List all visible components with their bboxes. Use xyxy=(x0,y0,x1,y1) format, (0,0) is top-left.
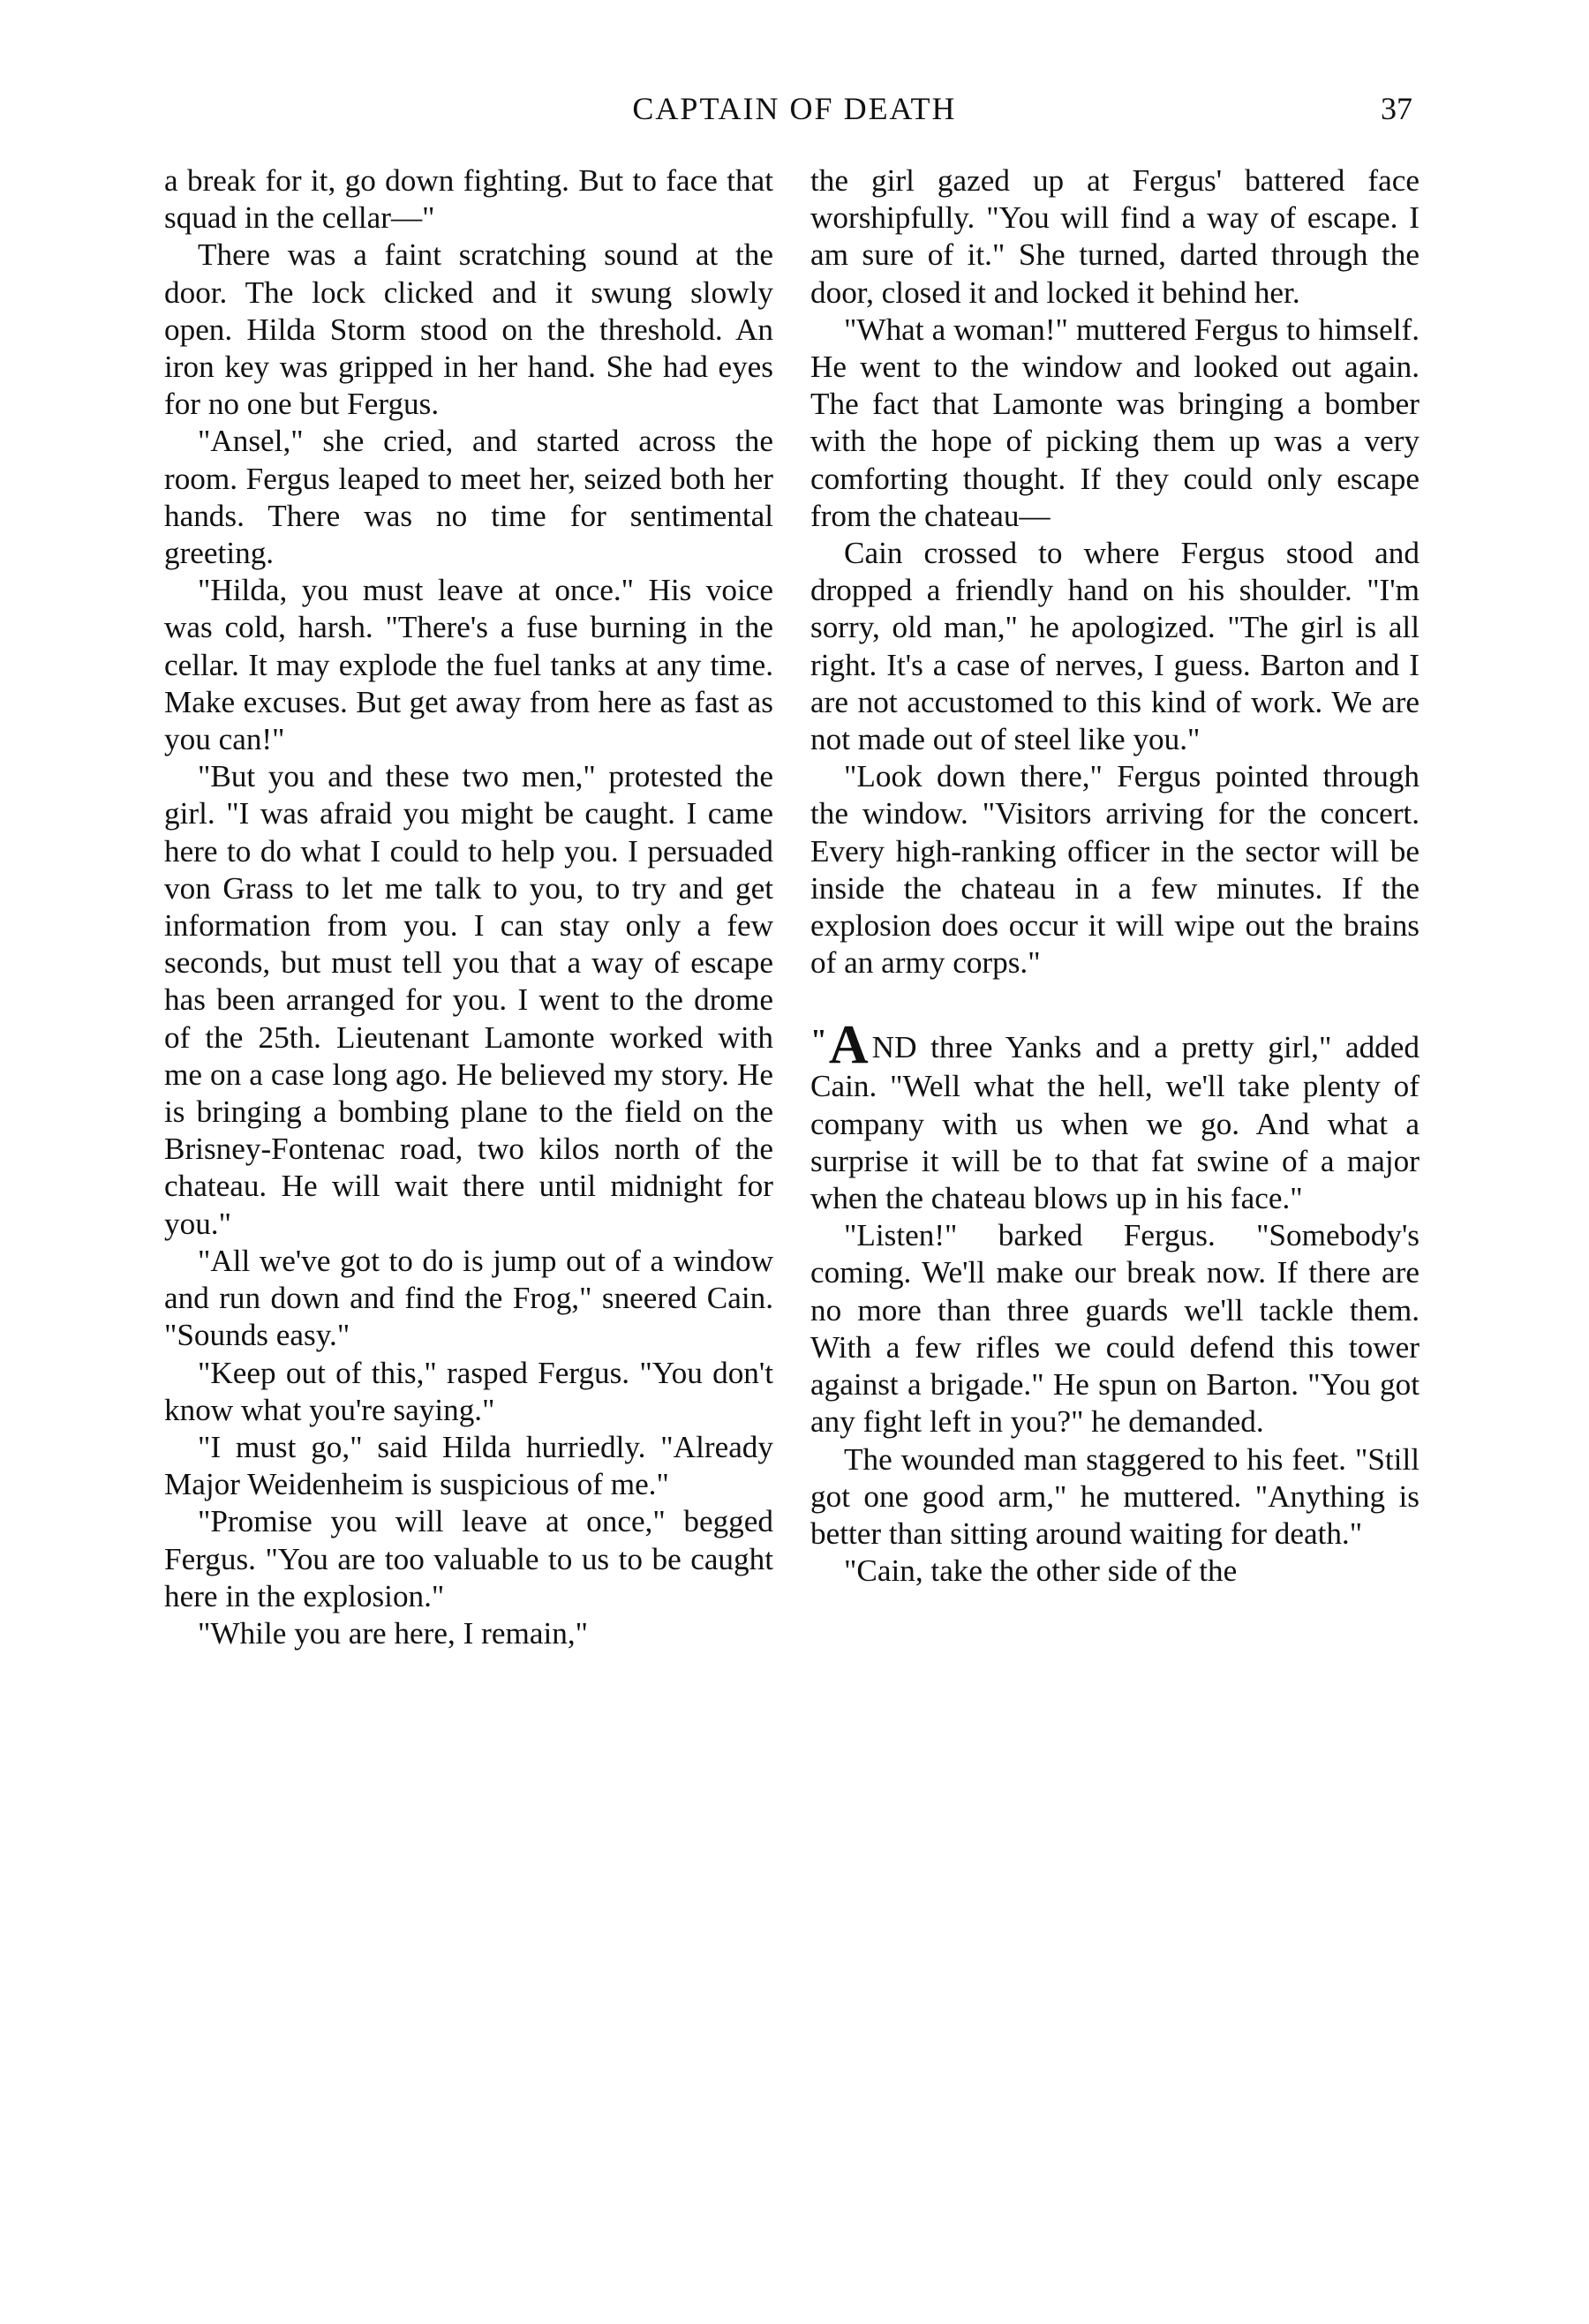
dropcap-quote-mark: " xyxy=(810,1024,824,1057)
paragraph: "Keep out of this," rasped Fergus. "You don't know what you're saying." xyxy=(164,1355,773,1427)
paragraph: "Promise you will leave at once," begged Fergus. "You are too valuable to us to be caught here in the explosion." xyxy=(164,1504,773,1613)
paragraph: "Cain, take the other side of the xyxy=(844,1553,1238,1589)
paragraph: "I must go," said Hilda hurriedly. "Already Major Weidenheim is suspicious of me." xyxy=(164,1429,773,1502)
right-column-after-break xyxy=(810,1217,1420,1590)
right-column-before-break xyxy=(810,162,1420,981)
dropcap-letter: A xyxy=(828,1015,869,1076)
paragraph: "What a woman!" muttered Fergus to himself. He went to the window and looked out again. The fact that Lamonte was bringing a bomber with the hope of picking them up was a very comforting thought. If they could only escape from the chateau— xyxy=(810,312,1420,533)
paragraph: There was a faint scratching sound at the door. The lock clicked and it swung slowly open. Hilda Storm stood on the threshold. An iron key was gripped in her hand. She had eyes for no one but Fergus. xyxy=(164,237,773,422)
running-header xyxy=(0,85,1589,138)
paragraph: a break for it, go down fighting. But to face that squad in the cellar—" xyxy=(164,163,773,236)
dropcap-paragraph-text: ND three Yanks and a pretty girl," added Cain. "Well what the hell, we'll take plenty of company with us when we go. And what a surprise it will be to that fat swine of a major when the chateau blows up in his face." xyxy=(810,1030,1420,1216)
paragraph: "Ansel," she cried, and started across the room. Fergus leaped to meet her, seized both her hands. There was no time for sentimental greeting. xyxy=(164,424,773,571)
paragraph: "Look down there," Fergus pointed through the window. "Visitors arriving for the concert. Every high-ranking officer in the sector will be inside the chateau in a few minutes. If the explosion does occur it will wipe out the brains of an army corps." xyxy=(810,759,1420,981)
section-break xyxy=(810,981,1420,1022)
left-column xyxy=(164,162,773,1652)
paragraph: "Listen!" barked Fergus. "Somebody's coming. We'll make our break now. If there are no more than three guards we'll tackle them. With a few rifles we could defend this tower against a brigade." He spun on Barton. "You got any fight left in you?" he demanded. xyxy=(810,1218,1420,1440)
page-number: 37 xyxy=(1381,91,1412,126)
dropcap-paragraph xyxy=(810,1015,1420,1217)
paragraph: "All we've got to do is jump out of a window and run down and find the Frog," sneered Cain. "Sounds easy." xyxy=(164,1243,773,1353)
paragraph: the girl gazed up at Fergus' battered face worshipfully. "You will find a way of escape. I am sure of it." She turned, darted through the door, closed it and locked it behind her. xyxy=(810,163,1420,310)
running-title: CAPTAIN OF DEATH xyxy=(632,91,957,126)
paragraph: The wounded man staggered to his feet. "Still got one good arm," he muttered. "Anything is better than sitting around waiting for death." xyxy=(810,1441,1420,1551)
paragraph: "Hilda, you must leave at once." His voice was cold, harsh. "There's a fuse burning in the cellar. It may explode the fuel tanks at any time. Make excuses. But get away from here as fast as you can!" xyxy=(164,573,773,757)
right-column xyxy=(810,162,1420,1590)
paragraph: Cain crossed to where Fergus stood and dropped a friendly hand on his shoulder. "I'm sorry, old man," he apologized. "The girl is all right. It's a case of nerves, I guess. Barton and I are not accustomed to this kind of work. We are not made out of steel like you." xyxy=(810,536,1420,757)
paragraph: "While you are here, I remain," xyxy=(198,1615,588,1651)
paragraph: "But you and these two men," protested the girl. "I was afraid you might be caught. I came here to do what I could to help you. I persuaded von Grass to let me talk to you, to try and get information from you. I can stay only a few seconds, but must tell you that a way of escape has been arranged for you. I went to the drome of the 25th. Lieutenant Lamonte worked with me on a case long ago. He believed my story. He is bringing a bombing plane to the field on the Brisney-Fontenac road, two kilos north of the chateau. He will wait there until midnight for you." xyxy=(164,759,773,1241)
